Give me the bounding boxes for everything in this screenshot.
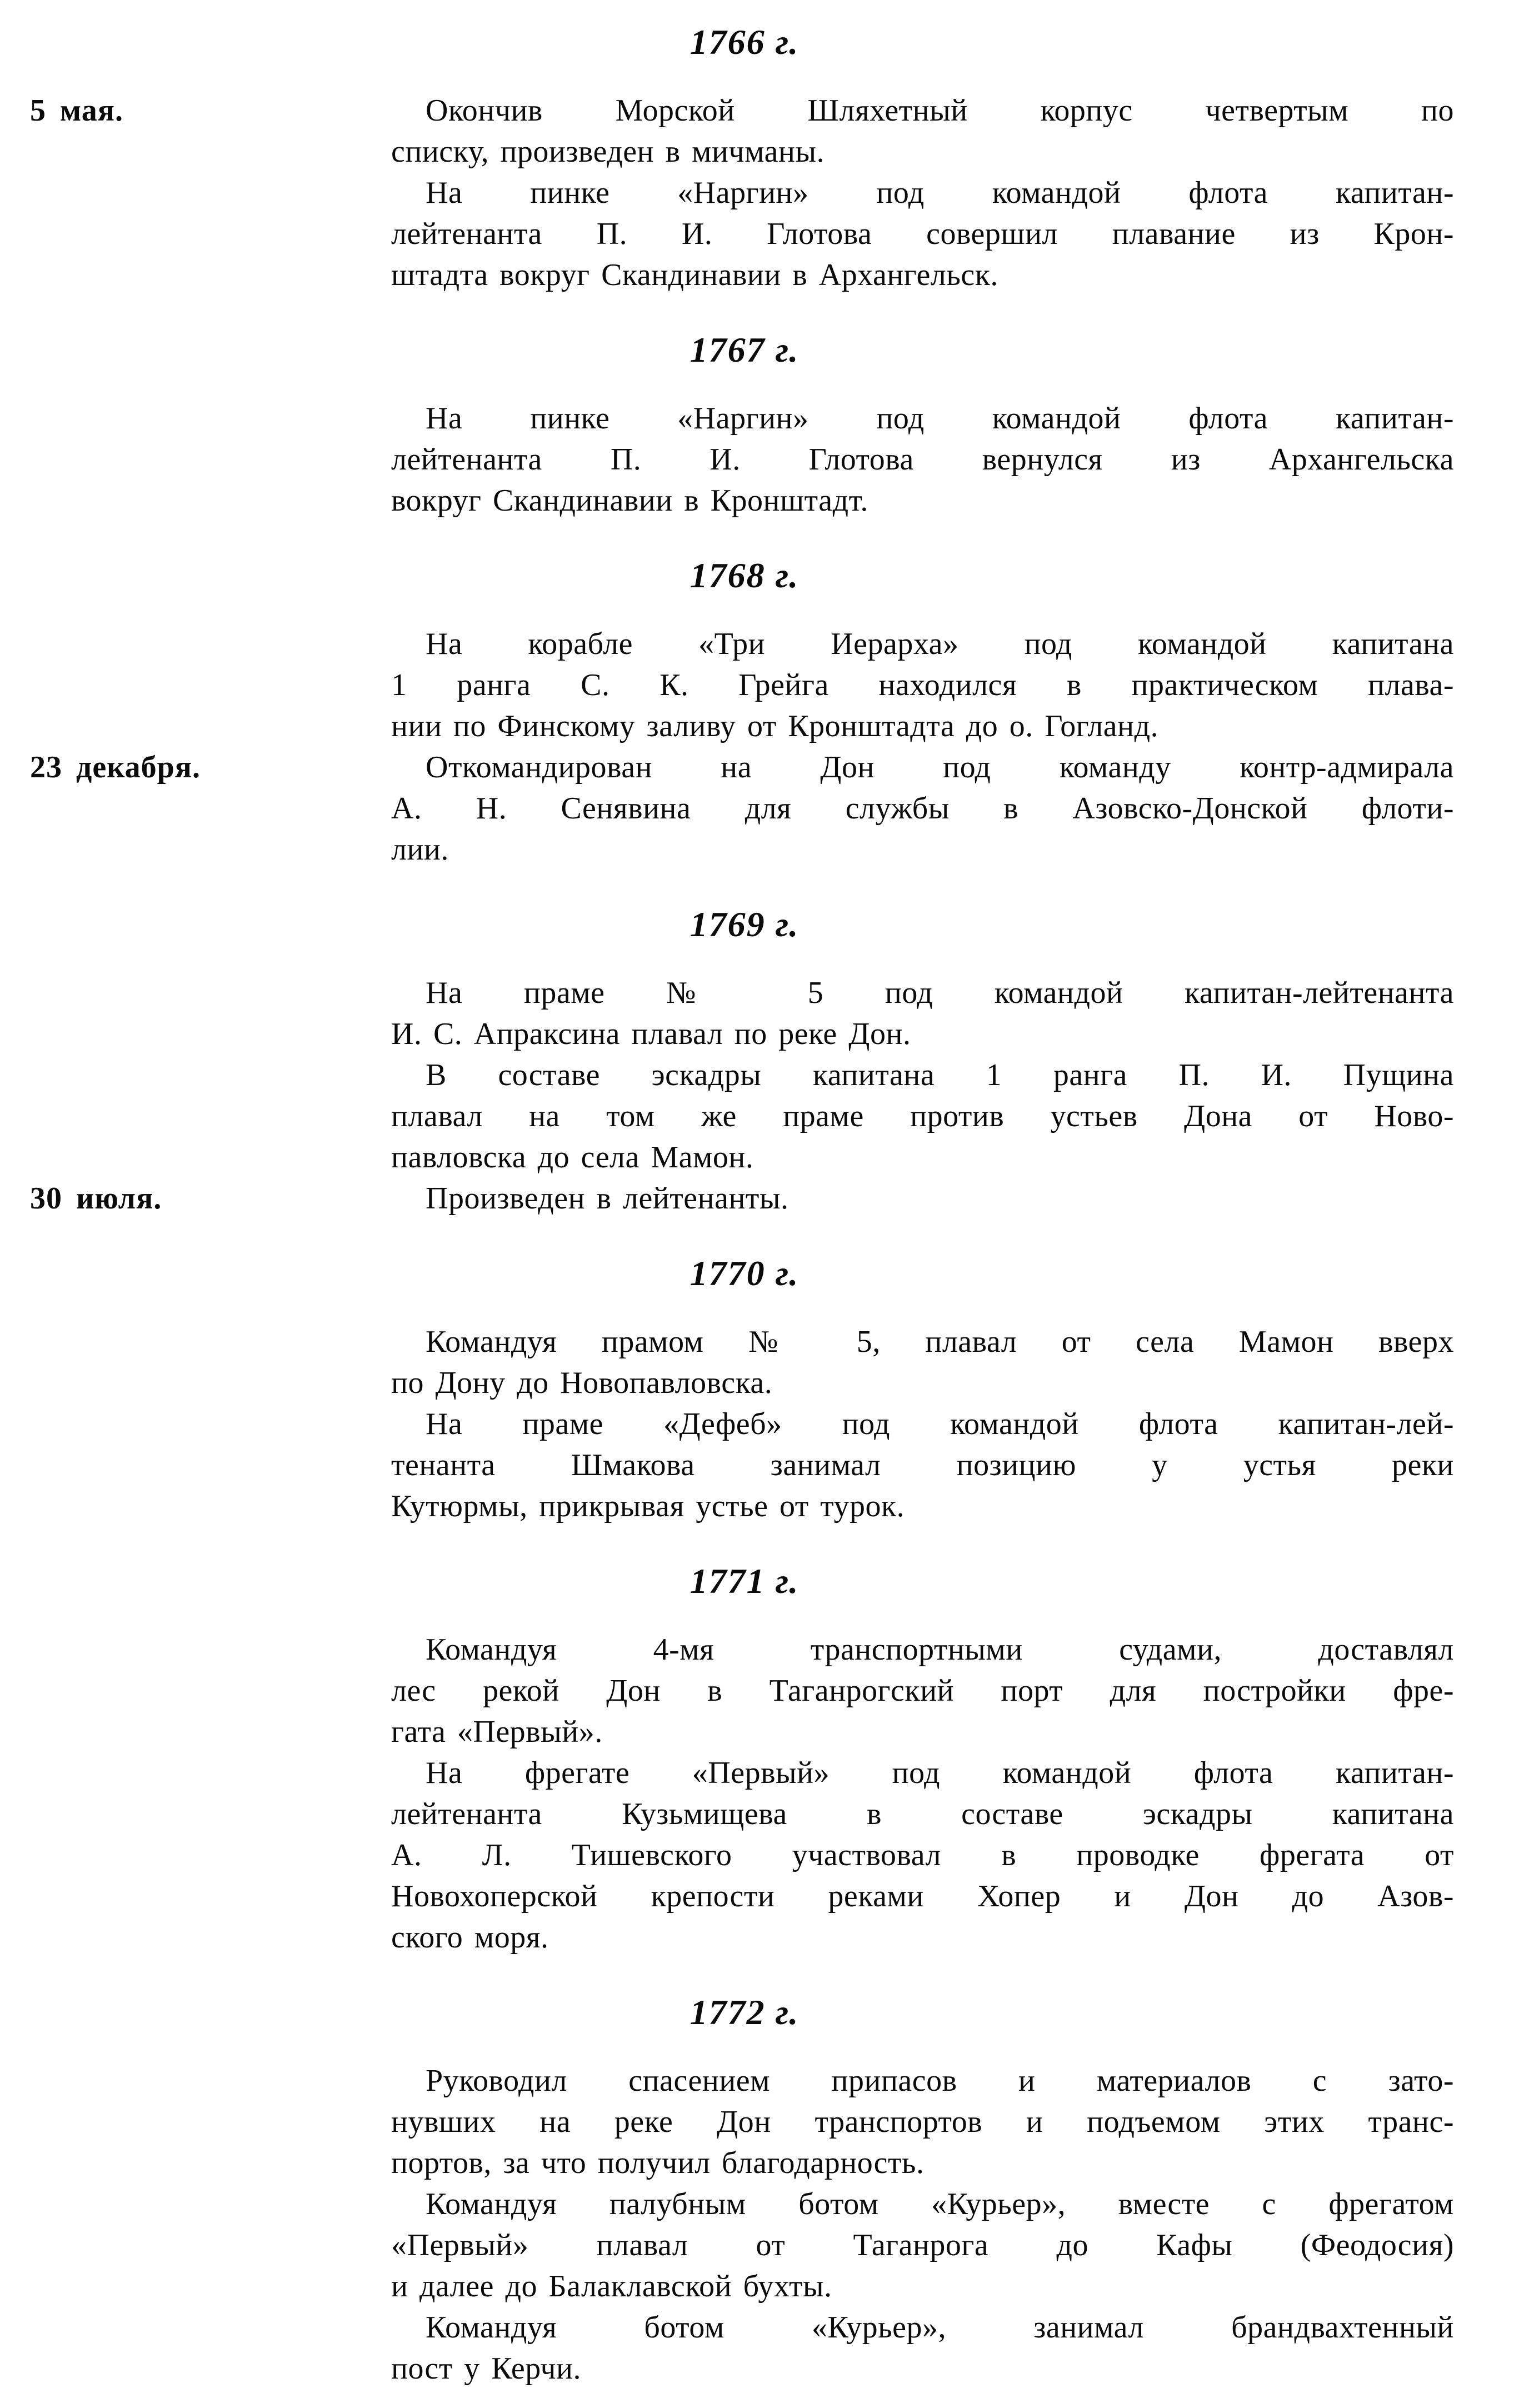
text-line: Произведен в лейтенанты.: [426, 1181, 789, 1216]
text-line: Окончив Морской Шляхетный корпус четвертым по: [426, 93, 1454, 128]
paragraph: [391, 2184, 1454, 2307]
year-heading: 1771 г.: [689, 1561, 800, 1601]
text-line: тенанта Шмакова занимал позицию у устья реки: [391, 1448, 1454, 1482]
text-line: нувших на реке Дон транспортов и подъемом этих транс-: [391, 2105, 1454, 2139]
text-line: Новохоперской крепости реками Хопер и Дон до Азов-: [391, 1879, 1454, 1914]
paragraph: [30, 90, 1454, 172]
paragraph: [391, 1403, 1454, 1527]
paragraph: [391, 1629, 1454, 1752]
year-heading: 1772 г.: [689, 1992, 800, 2032]
text-line: павловска до села Мамон.: [391, 1140, 754, 1175]
text-line: гата «Первый».: [391, 1715, 603, 1749]
text-line: Командуя палубным ботом «Курьер», вместе с фрегатом: [426, 2187, 1454, 2221]
year-heading: 1768 г.: [689, 556, 800, 595]
text-line: вокруг Скандинавии в Кронштадт.: [391, 483, 868, 518]
text-line: Командуя 4-мя транспортными судами, доставлял: [426, 1632, 1454, 1667]
text-line: А. Н. Сенявина для службы в Азовско-Донской флоти-: [391, 791, 1454, 826]
paragraph: [391, 2307, 1454, 2389]
paragraph: [391, 1321, 1454, 1403]
paragraph: [391, 972, 1454, 1055]
text-line: лии.: [391, 832, 449, 867]
paragraph: [391, 2060, 1454, 2184]
margin-date: 30 июля.: [30, 1181, 162, 1216]
text-line: лейтенанта Кузьмищева в составе эскадры капитана: [391, 1797, 1454, 1831]
paragraph: [391, 1752, 1454, 1958]
year-heading: 1766 г.: [689, 22, 800, 62]
text-line: В составе эскадры капитана 1 ранга П. И. Пущина: [426, 1058, 1454, 1092]
paragraph: [391, 398, 1454, 521]
paragraph: [30, 747, 1454, 870]
margin-date: 5 мая.: [30, 93, 124, 128]
text-line: Кутюрмы, прикрывая устье от турок.: [391, 1489, 905, 1523]
text-line: по Дону до Новопавловска.: [391, 1366, 773, 1400]
text-line: лейтенанта П. И. Глотова вернулся из Архангельска: [391, 442, 1454, 477]
paragraph: [391, 623, 1454, 747]
text-line: И. С. Апраксина плавал по реке Дон.: [391, 1017, 911, 1051]
text-line: ского моря.: [391, 1920, 549, 1955]
text-line: На фрегате «Первый» под командой флота капитан-: [426, 1756, 1454, 1790]
text-line: Командуя прамом № 5, плавал от села Мамон вверх: [426, 1325, 1454, 1359]
text-line: плавал на том же праме против устьев Дона от Ново-: [391, 1099, 1454, 1133]
paragraph: [30, 1178, 1454, 1219]
year-section-1766: [0, 20, 1519, 296]
year-section-1770: [0, 1251, 1519, 1527]
text-line: и далее до Балаклавской бухты.: [391, 2269, 832, 2304]
text-line: На пинке «Наргин» под командой флота капитан-: [426, 401, 1454, 436]
text-line: портов, за что получил благодарность.: [391, 2146, 925, 2180]
text-line: 1 ранга С. К. Грейга находился в практическом плава-: [391, 668, 1454, 702]
text-line: лес рекой Дон в Таганрогский порт для постройки фре-: [391, 1673, 1454, 1708]
paragraph: [391, 172, 1454, 296]
margin-date: 23 декабря.: [30, 750, 201, 785]
text-line: Руководил спасением припасов и материалов с зато-: [426, 2064, 1454, 2098]
text-line: «Первый» плавал от Таганрога до Кафы (Феодосия): [391, 2228, 1454, 2262]
text-line: Командуя ботом «Курьер», занимал брандвахтенный: [426, 2310, 1454, 2345]
year-section-1769: [0, 902, 1519, 1219]
text-line: На пинке «Наргин» под командой флота капитан-: [426, 176, 1454, 210]
year-heading: 1767 г.: [689, 330, 800, 369]
text-line: На корабле «Три Иерарха» под командой капитана: [426, 627, 1454, 661]
text-line: штадта вокруг Скандинавии в Архангельск.: [391, 258, 998, 292]
text-line: лейтенанта П. И. Глотова совершил плавание из Крон-: [391, 217, 1454, 251]
year-section-1772: [0, 1990, 1519, 2389]
text-line: нии по Финскому заливу от Кронштадта до о. Гогланд.: [391, 709, 1159, 743]
text-line: списку, произведен в мичманы.: [391, 134, 825, 169]
year-heading: 1770 г.: [689, 1253, 800, 1293]
text-line: Откомандирован на Дон под команду контр-адмирала: [426, 750, 1454, 785]
text-line: пост у Керчи.: [391, 2351, 582, 2386]
text-line: А. Л. Тишевского участвовал в проводке фрегата от: [391, 1838, 1454, 1872]
year-section-1771: [0, 1559, 1519, 1958]
text-line: На праме «Дефеб» под командой флота капитан-лей-: [426, 1407, 1454, 1441]
year-section-1767: [0, 328, 1519, 521]
paragraph: [391, 1055, 1454, 1178]
year-heading: 1769 г.: [689, 905, 800, 944]
text-line: На праме № 5 под командой капитан-лейтенанта: [426, 976, 1454, 1010]
year-section-1768: [0, 553, 1519, 870]
